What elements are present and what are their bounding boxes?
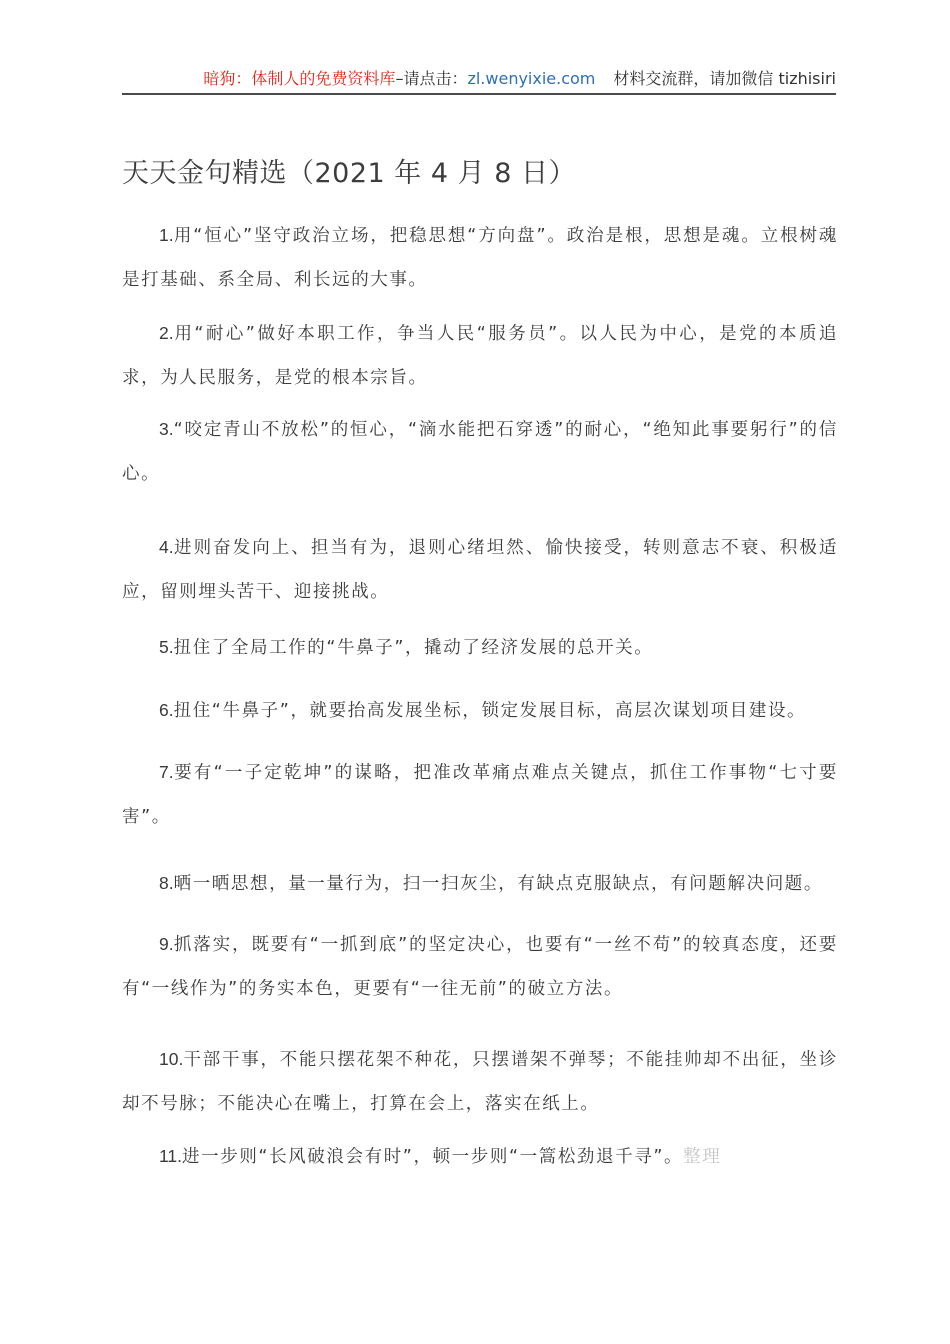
paragraph-10: 10.干部干事，不能只摆花架不种花，只摆谱架不弹琴；不能挂帅却不出征，坐诊却不号脉；不能决心在嘴上，打算在会上，落实在纸上。: [122, 1049, 838, 1114]
paragraph-4: 4.进则奋发向上、担当有为，退则心绪坦然、愉快接受，转则意志不衰、积极适应，留则埋头苦干、迎接挑战。: [122, 537, 838, 602]
contact-text: 材料交流群，请加微信 tizhisiri: [613, 69, 836, 88]
promo-dash: –请点击：: [395, 69, 468, 88]
website-link[interactable]: zl.wenyixie.com: [467, 69, 596, 88]
paragraph-7: 7.要有“一子定乾坤”的谋略，把准改革痛点难点关键点，抓住工作事物“七寸要害”。: [122, 762, 838, 827]
page-header: [122, 66, 836, 92]
paragraph-2: 2.用“耐心”做好本职工作，争当人民“服务员”。以人民为中心，是党的本质追求，为人民服务，是党的根本宗旨。: [122, 323, 838, 388]
promo-text: 暗狗：体制人的免费资料库: [203, 69, 396, 88]
paragraph-1: 1.用“恒心”坚守政治立场，把稳思想“方向盘”。政治是根，思想是魂。立根树魂是打基础、系全局、利长远的大事。: [122, 225, 838, 290]
paragraph-8: 8.晒一晒思想，量一量行为，扫一扫灰尘，有缺点克服缺点，有问题解决问题。: [159, 873, 824, 894]
faded-trailing-text: 整理: [683, 1147, 722, 1167]
paragraph-3: 3.“咬定青山不放松”的恒心，“滴水能把石穿透”的耐心，“绝知此事要躬行”的信心。: [122, 419, 838, 484]
paragraph-5: 5.扭住了全局工作的“牛鼻子”，撬动了经济发展的总开关。: [159, 637, 654, 658]
paragraph-11: 11.进一步则“长风破浪会有时”，顿一步则“一篙松劲退千寻”。整理: [159, 1146, 722, 1167]
paragraph-9: 9.抓落实，既要有“一抓到底”的坚定决心，也要有“一丝不苟”的较真态度，还要有“一线作为”的务实本色，更要有“一往无前”的破立方法。: [122, 934, 838, 999]
header-divider: [122, 93, 836, 95]
paragraph-6: 6.扭住“牛鼻子”，就要抬高发展坐标，锁定发展目标，高层次谋划项目建设。: [159, 700, 807, 721]
page-title: 天天金句精选（2021 年 4 月 8 日）: [122, 158, 576, 189]
